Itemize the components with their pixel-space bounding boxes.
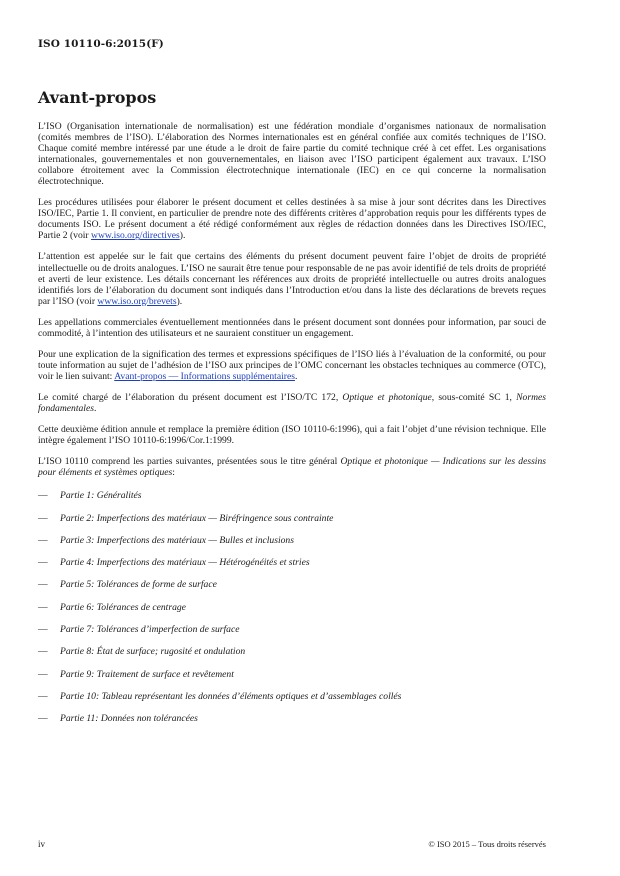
list-dash: — (38, 534, 48, 546)
patents-link[interactable]: www.iso.org/brevets (97, 295, 177, 307)
paragraph-trade-names: Les appellations commerciales éventuellement mentionnées dans le présent document sont données pour information, par souci de commodité, à l’intention des utilisateurs et ne sauraient constituer un engagement. (38, 316, 546, 339)
paragraph-text: Le comité chargé de l’élaboration du présent document est l’ISO/TC 172, (38, 391, 343, 403)
list-dash: — (38, 512, 48, 524)
directives-link[interactable]: www.iso.org/directives (91, 230, 180, 242)
part-title: Partie 11: Données non tolérancées (60, 713, 198, 725)
paragraph-text: Pour une explication de la signification des termes et expressions spécifiques de l’ISO liés à l’évaluation de la conformité, ou pour toute information au sujet de l’adhésion de l’ISO aux principes de l’OMC concernant les obstacles techniques au commerce (OTC), voir le lien suivant: (38, 348, 546, 382)
part-title: Partie 6: Tolérances de centrage (60, 601, 186, 613)
paragraph-text: L’ISO 10110 comprend les parties suivantes, présentées sous le titre général (38, 456, 341, 468)
part-title: Partie 5: Tolérances de forme de surface (60, 579, 217, 591)
list-dash: — (38, 690, 48, 702)
subcommittee-name: Normes fondamentales (38, 391, 546, 414)
list-item (38, 535, 546, 557)
paragraph-patents (38, 251, 546, 306)
committee-name: Optique et photonique (342, 391, 432, 403)
list-item (38, 557, 546, 579)
list-dash: — (38, 668, 48, 680)
paragraph-end: . (93, 402, 97, 414)
list-item (38, 579, 546, 601)
list-item (38, 691, 546, 713)
paragraph-procedures (38, 197, 546, 241)
list-item (38, 490, 546, 512)
list-dash: — (38, 713, 48, 725)
part-title: Partie 1: Généralités (60, 490, 142, 502)
part-title: Partie 3: Imperfections des matériaux — Bulles et inclusions (60, 534, 294, 546)
paragraph-iso-intro: L’ISO (Organisation internationale de normalisation) est une fédération mondiale d’organismes nationaux de normalisation (comités membres de l’ISO). L’élaboration des Normes internationales est en général confiée aux comités techniques de l’ISO. Chaque comité membre intéressé par une étude a le droit de faire partie du comité technique créé à cet effet. Les organisations internationales, gouvernementales et non gouvernementales, en liaison avec l’ISO participent également aux travaux. L’ISO collabore étroitement avec la Commission électrotechnique internationale (IEC) en ce qui concerne la normalisation électrotechnique. (38, 121, 546, 188)
document-id: ISO 10110-6:2015(F) (38, 38, 164, 50)
part-title: Partie 2: Imperfections des matériaux — Biréfringence sous contrainte (60, 512, 334, 524)
list-dash: — (38, 601, 48, 613)
page-number: iv (38, 839, 46, 849)
paragraph-parts-intro (38, 456, 546, 478)
part-title: Partie 10: Tableau représentant les données d’éléments optiques et d’assemblages collés (60, 690, 402, 702)
list-dash: — (38, 579, 48, 591)
part-title: Partie 4: Imperfections des matériaux — Hétérogénéités et stries (60, 557, 310, 569)
parts-list (38, 490, 546, 735)
list-item (38, 602, 546, 624)
list-dash: — (38, 490, 48, 502)
page-title: Avant-propos (38, 88, 157, 107)
paragraph-committee (38, 392, 546, 414)
list-item (38, 646, 546, 668)
list-dash: — (38, 646, 48, 658)
foreword-body (38, 121, 546, 735)
paragraph-end: . (294, 370, 298, 382)
copyright-notice: © ISO 2015 – Tous droits réservés (428, 839, 546, 849)
list-dash: — (38, 557, 48, 569)
part-title: Partie 8: État de surface; rugosité et ondulation (60, 646, 246, 658)
paragraph-text: Les procédures utilisées pour élaborer le présent document et celles destinées à sa mise à jour sont décrites dans les Directives ISO/IEC, Partie 1. Il convient, en particulier de prendre note des différents critères d’approbation requis pour les différents types de documents ISO. Le présent document a été rédigé conformément aux règles de rédaction données dans les Directives ISO/IEC, Partie 2 (voir (38, 197, 546, 242)
list-item (38, 513, 546, 535)
general-title: Optique et photonique — Indications sur les dessins pour éléments et systèmes optiques (38, 456, 547, 479)
list-item (38, 669, 546, 691)
paragraph-end: ). (176, 295, 183, 307)
paragraph-conformity (38, 349, 546, 382)
list-item (38, 624, 546, 646)
supplementary-info-link[interactable]: Avant-propos — Informations supplémentaires (114, 370, 295, 382)
paragraph-text: , sous-comité SC 1, (431, 391, 517, 403)
paragraph-end: : (172, 467, 175, 479)
part-title: Partie 7: Tolérances d’imperfection de surface (60, 624, 240, 635)
paragraph-end: ). (179, 230, 186, 242)
paragraph-text: L’attention est appelée sur le fait que certains des éléments du présent document peuvent faire l’objet de droits de propriété intellectuelle ou de droits analogues. L’ISO ne saurait être tenue pour responsable de ne pas avoir identifié de tels droits de propriété et averti de leur existence. Les détails concernant les références aux droits de propriété intellectuelle ou autres droits analogues identifiés lors de l’élaboration du document sont indiqués dans l’Introduction et/ou dans la liste des déclarations de brevets reçues par l’ISO (voir (38, 251, 546, 307)
part-title: Partie 9: Traitement de surface et revêtement (60, 668, 234, 680)
list-item (38, 713, 546, 735)
list-dash: — (38, 624, 48, 635)
paragraph-edition: Cette deuxième édition annule et remplace la première édition (ISO 10110-6:1996), qui a fait l’objet d’une révision technique. Elle intègre également l’ISO 10110-6:1996/Cor.1:1999. (38, 424, 546, 447)
